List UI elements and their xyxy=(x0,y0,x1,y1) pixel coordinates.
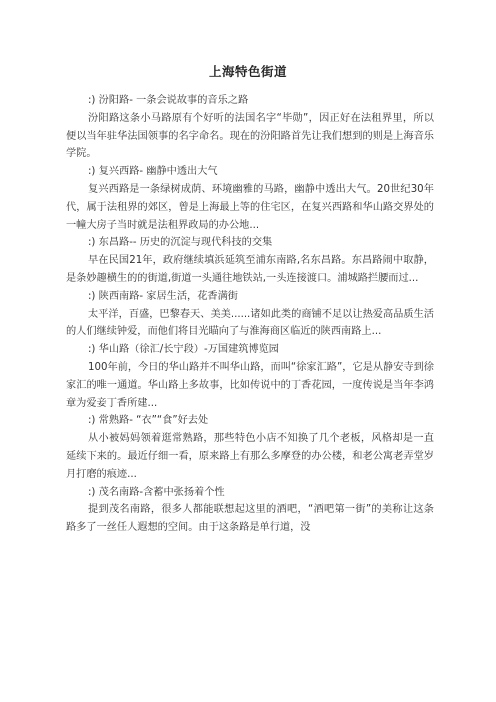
section-text-changshu-road: 从小被妈妈领着逛常熟路，那些特色小店不知换了几个老板，风格却是一直延续下来的。最近仔细一看，原来路上有那么多摩登的办公楼，和老公寓老弄堂岁月打磨的痕迹... xyxy=(66,433,434,480)
section-heading-dongchang-road: :) 东昌路-- 历史的沉淀与现代科技的交集 xyxy=(88,237,273,249)
section-heading-fenyang-road: :) 汾阳路- 一条会说故事的音乐之路 xyxy=(88,95,249,106)
section-text-shaanxi-south-road: 太平洋，百盛，巴黎春天、美美......诸如此类的商铺不足以让热爱高品质生活的人们继续钟爱，而他们将目光瞄向了与淮海商区临近的陕西南路上... xyxy=(66,308,434,338)
section-heading-fuxing-west-road: :) 复兴西路- 幽静中透出大气 xyxy=(88,166,218,178)
article-body xyxy=(66,92,434,537)
section-heading-huashan-road: :) 华山路（徐汇/长宁段）-万国建筑博览园 xyxy=(88,344,279,356)
section-text-maoming-south-road: 提到茂名南路，很多人都能联想起这里的酒吧，“酒吧第一街”的美称让这条路多了一丝任人遐想的空间。由于这条路是单行道，没 xyxy=(66,504,434,534)
section-text-dongchang-road: 早在民国21年，政府继续填浜延筑至浦东南路,名东昌路。东昌路闹中取静，是条妙趣横生的的街道,街道一头通往地铁站,一头连接渡口。浦城路拦腰而过... xyxy=(66,255,434,284)
page-title: 上海特色街道 xyxy=(208,64,287,79)
section-heading-changshu-road: :) 常熟路- “衣”“食”好去处 xyxy=(88,415,209,427)
section-heading-shaanxi-south-road: :) 陕西南路- 家居生活，花香满街 xyxy=(88,290,238,302)
section-text-fuxing-west-road: 复兴西路是一条绿树成荫、环境幽雅的马路，幽静中透出大气。20世纪30年代，属于法租界的郊区，曾是上海最上等的住宅区，在复兴西路和华山路交界处的一幢大房子当时就是法租界政局的办公地... xyxy=(66,183,434,231)
section-heading-maoming-south-road: :) 茂名南路-含蓄中张扬着个性 xyxy=(88,486,225,498)
section-text-fenyang-road: 汾阳路这条小马路原有个好听的法国名字“毕勋”，因正好在法租界里，所以便以当年驻华法国领事的名字命名。现在的汾阳路首先让我们想到的则是上海音乐学院。 xyxy=(66,112,434,160)
section-text-huashan-road: 100年前，今日的华山路并不叫华山路，而叫“徐家汇路”，它是从静安寺到徐家汇的唯一通道。华山路上多故事，比如传说中的丁香花园，一度传说是当年李鸿章为爱妾丁香所建... xyxy=(66,361,434,409)
